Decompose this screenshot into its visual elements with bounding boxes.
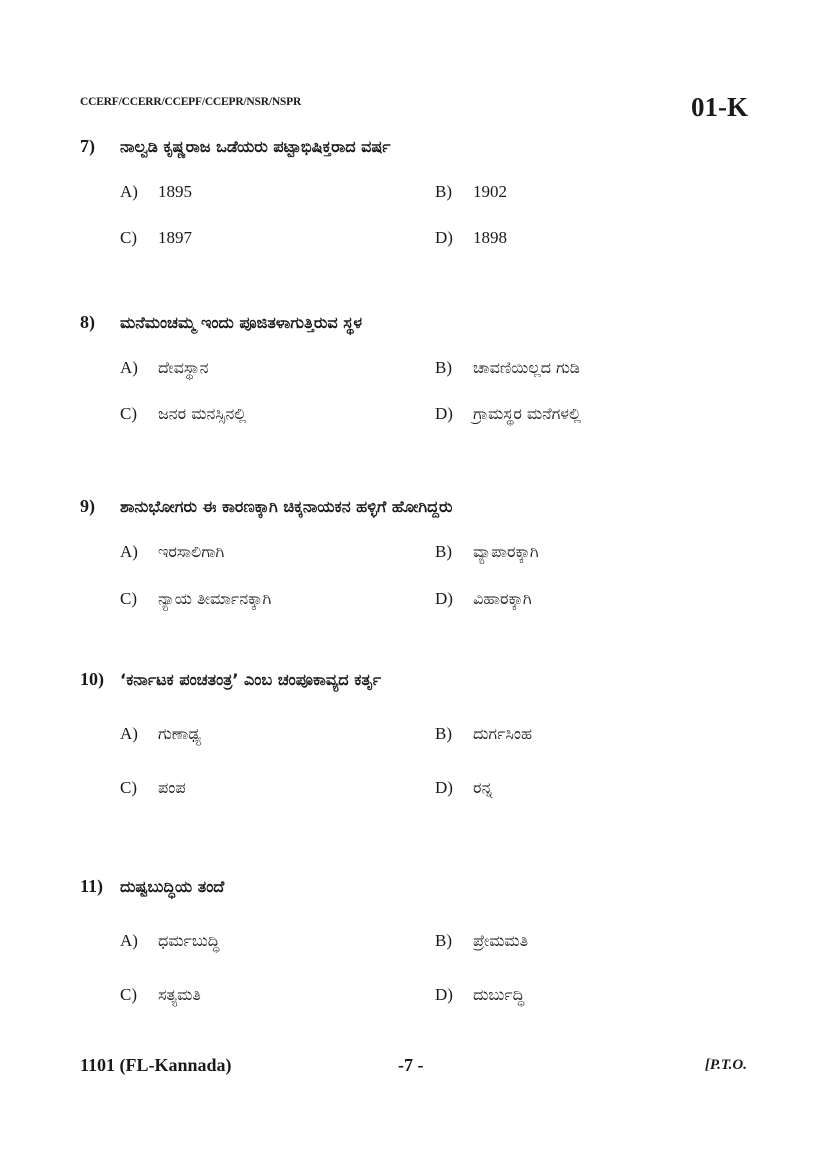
option-text: ಇರಸಾಲಿಗಾಗಿ	[158, 542, 225, 561]
option-text: ಪ್ರೇಮಮತಿ	[473, 931, 529, 950]
option-d	[435, 778, 493, 798]
question-number: 11)	[80, 876, 104, 896]
option-letter: B)	[435, 724, 452, 743]
option-letter: B)	[435, 358, 452, 377]
option-b	[435, 724, 532, 744]
option-text: ಜನರ ಮನಸ್ಸಿನಲ್ಲಿ	[158, 404, 247, 423]
option-b	[435, 931, 528, 951]
question-number: 8)	[80, 312, 95, 332]
option-letter: C)	[120, 589, 137, 608]
footer-paper-code: 1101 (FL-Kannada)	[80, 1055, 232, 1075]
option-text: ಧರ್ಮಬುದ್ಧಿ	[158, 931, 220, 950]
option-text: ದುರ್ಗಸಿಂಹ	[473, 724, 533, 743]
question-text: ನಾಲ್ವಡಿ ಕೃಷ್ಣರಾಜ ಒಡೆಯರು ಪಟ್ಟಾಭಿಷಿಕ್ತರಾದ ವರ್ಷ	[120, 137, 391, 156]
option-d	[435, 589, 532, 609]
please-turn-over: [P.T.O.	[704, 1057, 747, 1073]
question-7	[80, 136, 760, 157]
option-c	[120, 589, 271, 609]
question-text: ‘ಕರ್ನಾಟಕ ಪಂಚತಂತ್ರ’ ಎಂಬ ಚಂಪೂಕಾವ್ಯದ ಕರ್ತೃ	[120, 670, 382, 689]
question-10	[80, 669, 760, 690]
option-text: ವ್ಯಾಪಾರಕ್ಕಾಗಿ	[473, 542, 539, 561]
option-letter: D)	[435, 404, 453, 423]
option-letter: C)	[120, 404, 137, 423]
option-letter: A)	[120, 358, 138, 377]
question-number: 9)	[80, 496, 95, 516]
option-letter: A)	[120, 724, 138, 743]
question-text: ದುಷ್ಟಬುದ್ಧಿಯ ತಂದೆ	[120, 877, 225, 896]
option-text: ನ್ಯಾಯ ತೀರ್ಮಾನಕ್ಕಾಗಿ	[158, 589, 272, 608]
option-b	[435, 358, 580, 378]
option-a	[120, 931, 219, 951]
option-letter: B)	[435, 931, 452, 950]
option-text: ಪಂಪ	[158, 778, 186, 797]
question-number: 7)	[80, 136, 95, 156]
option-letter: A)	[120, 931, 138, 950]
option-d	[435, 404, 581, 424]
question-9	[80, 496, 760, 517]
option-text: 1895	[158, 182, 192, 201]
option-letter: C)	[120, 778, 137, 797]
option-text: ಗುಣಾಢ್ಯ	[158, 724, 201, 743]
question-text: ಶಾನುಭೋಗರು ಈ ಕಾರಣಕ್ಕಾಗಿ ಚಿಕ್ಕನಾಯಕನ ಹಳ್ಳಿಗೆ ಹೋಗಿದ್ದರು	[120, 497, 453, 516]
page-number: -7 -	[398, 1055, 424, 1075]
question-text: ಮನೆಮಂಚಮ್ಮ ಇಂದು ಪೂಜಿತಳಾಗುತ್ತಿರುವ ಸ್ಥಳ	[120, 313, 363, 332]
option-c	[120, 228, 192, 248]
option-b	[435, 182, 507, 202]
option-c	[120, 404, 246, 424]
option-c	[120, 778, 186, 798]
option-letter: C)	[120, 985, 137, 1004]
option-text: ದುರ್ಬುದ್ಧಿ	[473, 985, 525, 1004]
option-letter: C)	[120, 228, 137, 247]
option-text: 1902	[473, 182, 507, 201]
option-a	[120, 182, 192, 202]
option-a	[120, 724, 201, 744]
option-letter: D)	[435, 228, 453, 247]
question-8	[80, 312, 760, 333]
option-d	[435, 985, 524, 1005]
option-letter: B)	[435, 182, 452, 201]
option-text: ಚಾವಣಿಯಿಲ್ಲದ ಗುಡಿ	[473, 358, 580, 377]
option-letter: D)	[435, 589, 453, 608]
option-letter: A)	[120, 182, 138, 201]
header-code: CCERF/CCERR/CCEPF/CCEPR/NSR/NSPR	[80, 96, 302, 108]
option-text: ಗ್ರಾಮಸ್ಥರ ಮನೆಗಳಲ್ಲಿ	[473, 404, 582, 423]
option-text: ದೇವಸ್ಥಾನ	[158, 358, 209, 377]
option-letter: A)	[120, 542, 138, 561]
option-text: 1897	[158, 228, 192, 247]
option-a	[120, 542, 224, 562]
option-b	[435, 542, 539, 562]
question-11	[80, 876, 760, 897]
option-letter: D)	[435, 985, 453, 1004]
paper-id: 01-K	[691, 92, 748, 122]
option-a	[120, 358, 209, 378]
option-letter: B)	[435, 542, 452, 561]
option-d	[435, 228, 507, 248]
question-number: 10)	[80, 669, 104, 689]
option-text: ಸತ್ಯಮತಿ	[158, 985, 201, 1004]
option-letter: D)	[435, 778, 453, 797]
option-text: ರನ್ನ	[473, 778, 493, 797]
option-text: 1898	[473, 228, 507, 247]
option-text: ವಿಹಾರಕ್ಕಾಗಿ	[473, 589, 532, 608]
option-c	[120, 985, 201, 1005]
